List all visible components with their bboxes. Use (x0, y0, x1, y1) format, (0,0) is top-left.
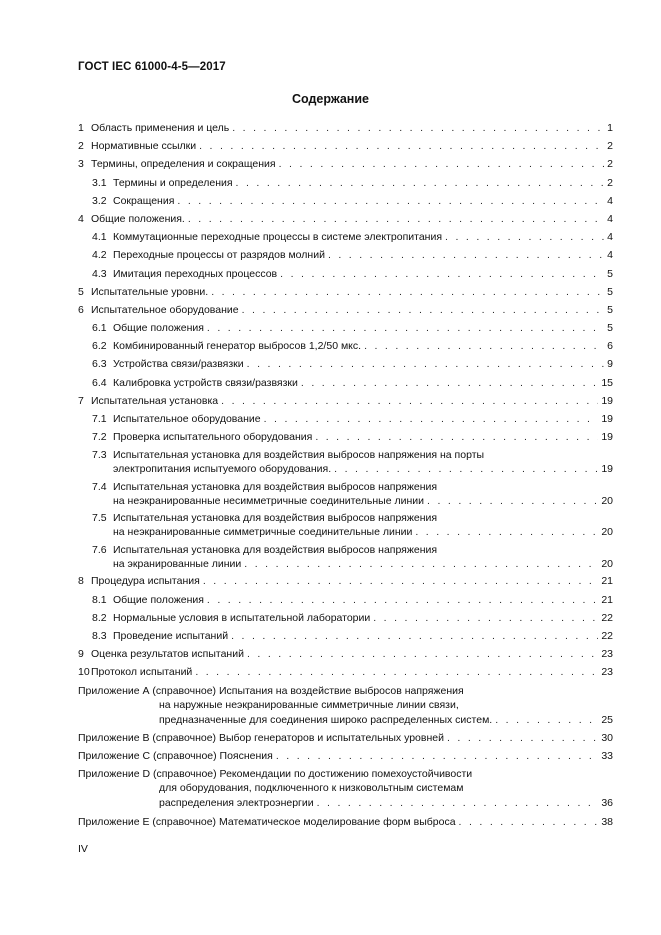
toc-appendix-entry[interactable] (78, 813, 613, 831)
toc-subsection-entry[interactable] (78, 337, 613, 355)
toc-subsection-entry[interactable] (78, 265, 613, 283)
toc-page-number: 4 (607, 231, 613, 244)
toc-entry-title-continuation: электропитания испытуемого оборудования. (113, 463, 332, 476)
toc-dot-leader (244, 555, 598, 573)
toc-subsection-entry[interactable] (78, 509, 613, 541)
toc-appendix-entry[interactable] (78, 729, 613, 747)
toc-entry-title: Испытательное оборудование (91, 303, 239, 316)
toc-entry-number: 7 (78, 394, 84, 407)
toc-subsection-entry[interactable] (78, 591, 613, 609)
toc-dot-leader (247, 645, 598, 663)
toc-page-number: 30 (601, 732, 613, 744)
toc-entry-title: Протокол испытаний (91, 666, 193, 679)
toc-entry-title: Приложение Е (справочное) Математическое моделирование форм выброса (78, 815, 456, 828)
toc-dot-leader (301, 374, 598, 392)
toc-entry-title: Приложение D (справочное) Рекомендации по достижению помехоустойчивости (78, 768, 473, 781)
toc-dot-leader (279, 155, 605, 173)
document-header: ГОСТ IEC 61000-4-5—2017 (78, 61, 226, 73)
toc-page-number: 5 (607, 285, 613, 298)
toc-entry-number: 4.1 (92, 231, 107, 244)
toc-dot-leader (447, 729, 598, 747)
toc-subsection-entry[interactable] (78, 541, 613, 573)
toc-entry-title: Нормальные условия в испытательной лаборатории (113, 611, 371, 624)
toc-entry-number: 3.2 (92, 194, 107, 207)
toc-entry-title: Испытательные уровни. (91, 285, 209, 298)
toc-page-number: 6 (607, 340, 613, 353)
toc-entry-number: 6.1 (92, 322, 107, 335)
toc-entry-number: 3.1 (92, 176, 107, 189)
toc-dot-leader (280, 265, 604, 283)
toc-dot-leader (459, 813, 599, 831)
toc-entry-title: Проверка испытательного оборудования (113, 431, 313, 444)
toc-entry-title: Термины и определения (113, 176, 233, 189)
toc-dot-leader (177, 192, 604, 210)
toc-entry-title: Комбинированный генератор выбросов 1,2/50 мкс. (113, 340, 362, 353)
toc-appendix-entry[interactable] (78, 682, 613, 730)
toc-subsection-entry[interactable] (78, 174, 613, 192)
toc-entry-title: Испытательная установка для воздействия выбросов напряжения (113, 543, 438, 556)
toc-page-number: 2 (607, 158, 613, 171)
toc-entry-title: Процедура испытания (91, 575, 200, 588)
toc-dot-leader (231, 627, 598, 645)
toc-page-number: 21 (601, 575, 613, 588)
toc-dot-leader (207, 319, 604, 337)
toc-entry-number: 7.1 (92, 413, 107, 425)
toc-page-number: 5 (607, 267, 613, 280)
toc-entry-title: Устройства связи/развязки (113, 358, 244, 371)
toc-page-number: 38 (601, 815, 613, 828)
toc-appendix-entry[interactable] (78, 747, 613, 765)
toc-dot-leader (211, 283, 604, 301)
toc-dot-leader (236, 174, 605, 192)
toc-entry-number: 8 (78, 575, 84, 588)
toc-dot-leader (195, 663, 598, 681)
toc-dot-leader (364, 337, 604, 355)
toc-page-number: 20 (601, 526, 613, 539)
toc-section-entry[interactable] (78, 663, 613, 681)
toc-entry-number: 8.3 (92, 629, 107, 642)
toc-entry-title: Проведение испытаний (113, 629, 229, 642)
toc-dot-leader (445, 228, 604, 246)
toc-entry-title-continuation: на неэкранированные симметричные соединительные линии (113, 526, 413, 539)
toc-entry-title: Термины, определения и сокращения (91, 158, 276, 171)
toc-page-number: 20 (601, 557, 613, 570)
toc-page-number: 4 (607, 212, 613, 225)
toc-entry-title: Приложение С (справочное) Пояснения (78, 750, 273, 763)
toc-entry-number: 6.4 (92, 376, 107, 389)
toc-section-entry[interactable] (78, 392, 613, 410)
toc-page-number: 1 (607, 122, 613, 134)
toc-section-entry[interactable] (78, 301, 613, 319)
toc-subsection-entry[interactable] (78, 246, 613, 264)
toc-page-number: 33 (601, 750, 613, 763)
toc-entry-number: 6.3 (92, 358, 107, 371)
toc-subsection-entry[interactable] (78, 428, 613, 446)
toc-entry-number: 4 (78, 212, 84, 225)
toc-entry-number: 3 (78, 158, 84, 171)
toc-entry-title: Испытательная установка для воздействия выбросов напряжения (113, 512, 438, 525)
toc-entry-number: 7.2 (92, 431, 107, 444)
toc-subsection-entry[interactable] (78, 410, 613, 428)
toc-dot-leader (203, 572, 598, 590)
toc-dot-leader (188, 210, 604, 228)
toc-dot-leader (232, 119, 604, 137)
toc-page-number: 36 (601, 797, 613, 810)
toc-page-number: 21 (601, 593, 613, 606)
toc-subsection-entry[interactable] (78, 374, 613, 392)
toc-entry-number: 4.2 (92, 249, 107, 262)
toc-entry-title-continuation: распределения электроэнергии (159, 797, 314, 810)
toc-entry-number: 10 (78, 666, 90, 679)
toc-subsection-entry[interactable] (78, 192, 613, 210)
toc-page-number: 25 (601, 713, 613, 726)
toc-entry-title: Калибровка устройств связи/развязки (113, 376, 298, 389)
table-of-contents (78, 119, 613, 831)
toc-subsection-entry[interactable] (78, 446, 613, 478)
toc-dot-leader (199, 137, 604, 155)
toc-entry-title-continuation: на наружные неэкранированные симметричные линии связи, (159, 698, 459, 711)
toc-entry-title: Переходные процессы от разрядов молний (113, 249, 325, 262)
toc-page-number: 23 (601, 648, 613, 661)
toc-section-entry[interactable] (78, 119, 613, 137)
toc-page-number: 22 (601, 629, 613, 642)
toc-entry-title: Имитация переходных процессов (113, 267, 278, 280)
toc-entry-number: 7.6 (92, 543, 107, 556)
toc-entry-number: 6 (78, 303, 84, 316)
toc-page-number: 20 (601, 494, 613, 507)
toc-entry-number: 1 (78, 122, 84, 134)
toc-page-number: 19 (601, 431, 613, 444)
toc-page-number: 5 (607, 303, 613, 316)
toc-entry-number: 8.1 (92, 593, 107, 606)
toc-entry-number: 7.4 (92, 480, 107, 493)
toc-entry-number: 2 (78, 140, 84, 153)
toc-subsection-entry[interactable] (78, 228, 613, 246)
toc-page-number: 9 (607, 358, 613, 371)
toc-section-entry[interactable] (78, 283, 613, 301)
toc-entry-number: 6.2 (92, 340, 107, 353)
toc-dot-leader (334, 460, 598, 478)
toc-entry-title: Приложение А (справочное) Испытания на воздействие выбросов напряжения (78, 684, 464, 697)
toc-entry-title-continuation: предназначенные для соединения широко распределенных систем. (159, 713, 493, 726)
toc-entry-number: 8.2 (92, 611, 107, 624)
toc-entry-title: Испытательная установка для воздействия выбросов напряжения (113, 480, 438, 493)
toc-dot-leader (242, 301, 605, 319)
toc-dot-leader (495, 711, 598, 729)
toc-dot-leader (328, 246, 604, 264)
toc-subsection-entry[interactable] (78, 355, 613, 373)
toc-entry-title: Общие положения (113, 593, 204, 606)
toc-page-number: 23 (601, 666, 613, 679)
toc-entry-number: 7.3 (92, 449, 107, 462)
toc-dot-leader (317, 794, 599, 812)
toc-dot-leader (373, 609, 598, 627)
page-title: Содержание (291, 92, 369, 106)
toc-entry-title-continuation: на экранированные линии (113, 557, 242, 570)
toc-dot-leader (315, 428, 598, 446)
toc-page-number: 4 (607, 194, 613, 207)
toc-dot-leader (427, 492, 598, 510)
toc-entry-title: Приложение В (справочное) Выбор генераторов и испытательных уровней (78, 732, 444, 744)
toc-page-number: 19 (601, 394, 613, 407)
toc-entry-title: Испытательное оборудование (113, 413, 261, 425)
toc-appendix-entry[interactable] (78, 765, 613, 813)
toc-subsection-entry[interactable] (78, 478, 613, 510)
toc-page-number: 4 (607, 249, 613, 262)
page-number: IV (78, 843, 88, 855)
toc-dot-leader (415, 523, 598, 541)
toc-section-entry[interactable] (78, 645, 613, 663)
toc-dot-leader (207, 591, 598, 609)
toc-entry-title: Нормативные ссылки (91, 140, 197, 153)
toc-dot-leader (264, 410, 599, 428)
toc-page-number: 19 (601, 463, 613, 476)
toc-entry-title: Общие положения. (91, 212, 185, 225)
toc-section-entry[interactable] (78, 210, 613, 228)
toc-section-entry[interactable] (78, 155, 613, 173)
toc-page-number: 19 (601, 413, 613, 425)
toc-entry-title: Испытательная установка (91, 394, 219, 407)
toc-entry-title: Область применения и цель (91, 122, 230, 134)
toc-section-entry[interactable] (78, 572, 613, 590)
toc-entry-title: Общие положения (113, 322, 204, 335)
toc-dot-leader (276, 747, 598, 765)
toc-entry-number: 5 (78, 285, 84, 298)
toc-dot-leader (221, 392, 598, 410)
toc-subsection-entry[interactable] (78, 319, 613, 337)
toc-entry-title-continuation: на неэкранированные несимметричные соединительные линии (113, 494, 425, 507)
toc-page-number: 15 (601, 376, 613, 389)
toc-subsection-entry[interactable] (78, 627, 613, 645)
toc-page-number: 2 (607, 140, 613, 153)
toc-entry-number: 7.5 (92, 512, 107, 525)
toc-page-number: 5 (607, 322, 613, 335)
toc-entry-number: 9 (78, 648, 84, 661)
toc-entry-title: Испытательная установка для воздействия выбросов напряжения на порты (113, 449, 485, 462)
toc-page-number: 22 (601, 611, 613, 624)
toc-entry-title: Оценка результатов испытаний (91, 648, 244, 661)
toc-page-number: 2 (607, 176, 613, 189)
toc-dot-leader (247, 355, 605, 373)
toc-entry-title-continuation: для оборудования, подключенного к низковольтным системам (159, 782, 464, 795)
toc-subsection-entry[interactable] (78, 609, 613, 627)
toc-entry-title: Коммутационные переходные процессы в системе электропитания (113, 231, 443, 244)
toc-entry-title: Сокращения (113, 194, 175, 207)
toc-section-entry[interactable] (78, 137, 613, 155)
toc-entry-number: 4.3 (92, 267, 107, 280)
